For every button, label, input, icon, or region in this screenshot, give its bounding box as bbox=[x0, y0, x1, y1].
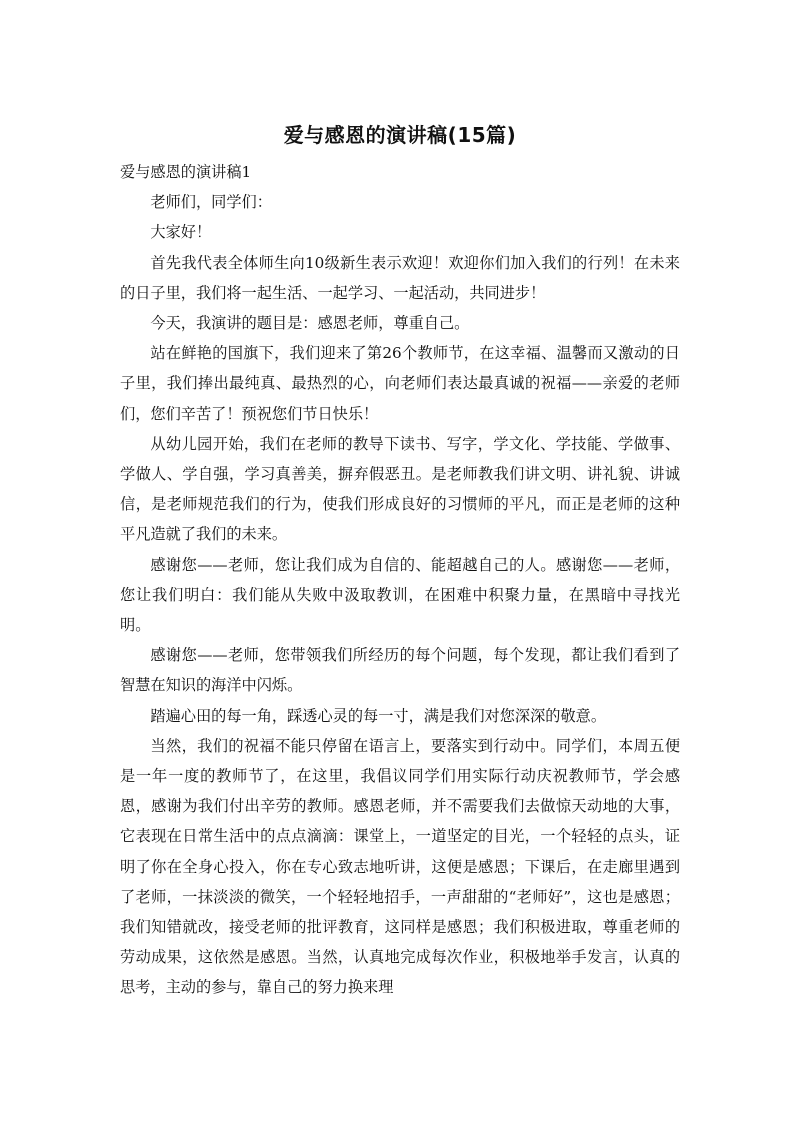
paragraph-thanks-1: 感谢您——老师，您让我们成为自信的、能超越自己的人。感谢您——老师，您让我们明白：我们能从失败中汲取教训，在困难中积聚力量，在黑暗中寻找光明。 bbox=[120, 555, 680, 635]
paragraph-greeting: 大家好！ bbox=[150, 223, 212, 242]
paragraph-salutation: 老师们，同学们： bbox=[150, 193, 272, 212]
paragraph-thanks-2: 感谢您——老师，您带领我们所经历的每个问题，每个发现，都让我们看到了智慧在知识的海洋中闪烁。 bbox=[120, 646, 680, 695]
paragraph-kindergarten: 从幼儿园开始，我们在老师的教导下读书、写字，学文化、学技能、学做事、学做人、学自强，学习真善美，摒弃假恶丑。是老师教我们讲文明、讲礼貌、讲诚信，是老师规范我们的行为，使我们形成良好的习惯师的平凡，而正是老师的这种平凡造就了我们的未来。 bbox=[120, 434, 680, 544]
paragraph-teachers-day: 站在鲜艳的国旗下，我们迎来了第26个教师节，在这幸福、温馨而又激动的日子里，我们捧出最纯真、最热烈的心，向老师们表达最真诚的祝福——亲爱的老师们，您们辛苦了！预祝您们节日快乐！ bbox=[120, 344, 680, 423]
section-heading: 爱与感恩的演讲稿1 bbox=[120, 163, 252, 181]
paragraph-respect: 踏遍心田的每一角，踩透心灵的每一寸，满是我们对您深深的敬意。 bbox=[150, 706, 607, 725]
paragraph-action: 当然，我们的祝福不能只停留在语言上，要落实到行动中。同学们，本周五便是一年一度的教师节了，在这里，我倡议同学们用实际行动庆祝教师节，学会感恩，感谢为我们付出辛劳的教师。感恩老师，并不需要我们去做惊天动地的大事，它表现在日常生活中的点点滴滴：课堂上，一道坚定的目光，一个轻轻的点头，证明了你在全身心投入，你在专心致志地听讲，这便是感恩；下课后，在走廊里遇到了老师，一抹淡淡的微笑，一个轻轻地招手，一声甜甜的“老师好”，这也是感恩；我们知错就改，接受老师的批评教育，这同样是感恩；我们积极进取，尊重老师的劳动成果，这依然是感恩。当然，认真地完成每次作业，积极地举手发言，认真的思考，主动的参与，靠自己的努力换来理 bbox=[120, 736, 680, 997]
document-title: 爱与感恩的演讲稿(15篇) bbox=[283, 123, 517, 147]
paragraph-topic: 今天，我演讲的题目是：感恩老师，尊重自己。 bbox=[150, 314, 470, 333]
document-body bbox=[120, 157, 680, 1003]
paragraph-welcome: 首先我代表全体师生向10级新生表示欢迎！欢迎你们加入我们的行列！在未来的日子里，我们将一起生活、一起学习、一起活动，共同进步！ bbox=[120, 253, 680, 302]
